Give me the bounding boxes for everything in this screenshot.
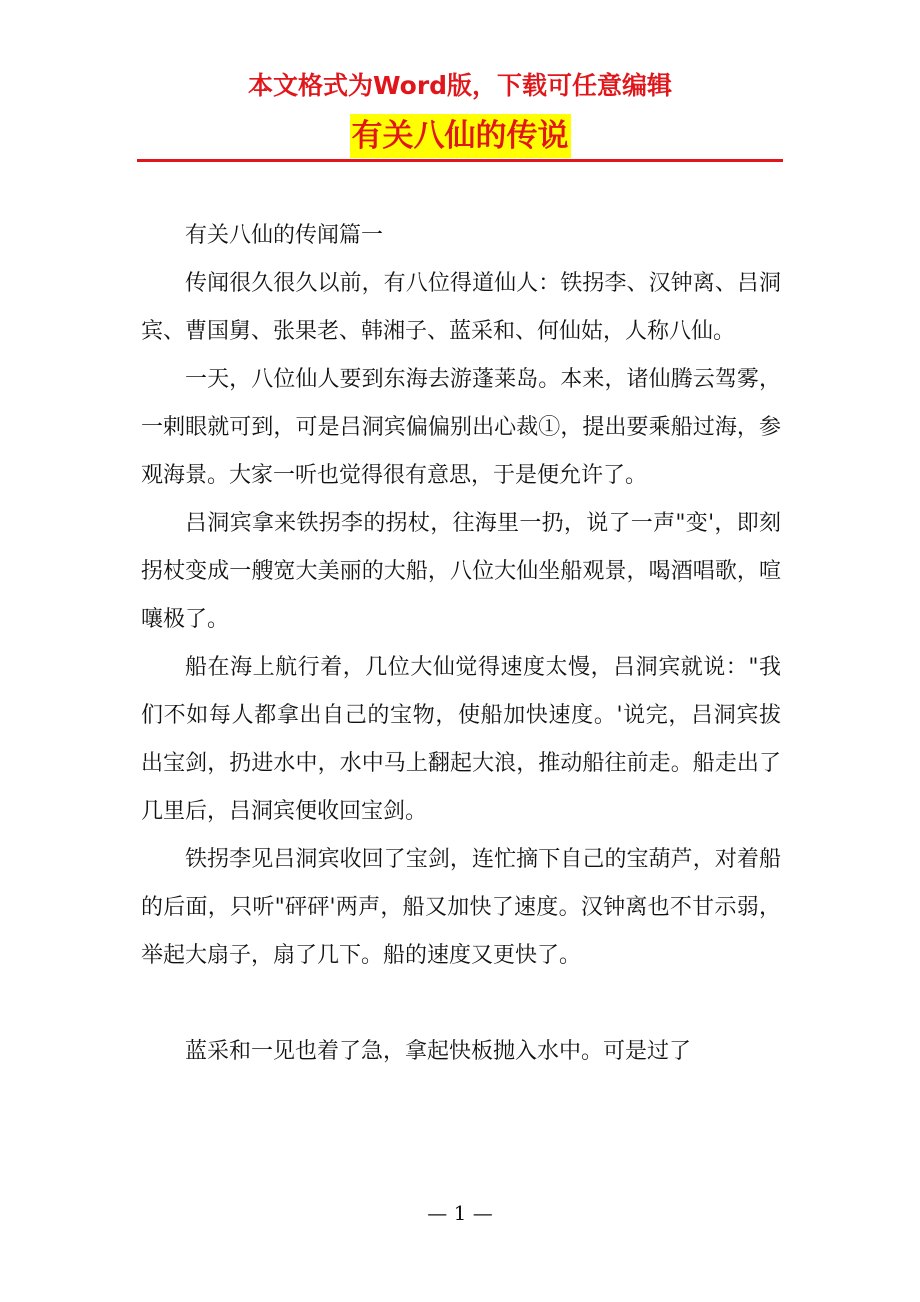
title-container [0, 114, 920, 158]
document-body [141, 212, 781, 1076]
page-number: — 1 — [427, 1201, 493, 1225]
paragraph: 吕洞宾拿来铁拐李的拐杖，往海里一扔，说了一声"变'，即刻拐杖变成一艘宽大美丽的大船，八位大仙坐船观景，喝酒唱歌，喧嚷极了。 [141, 511, 781, 632]
document-title: 有关八仙的传说 [350, 114, 571, 158]
paragraph: 传闻很久很久以前，有八位得道仙人：铁拐李、汉钟离、吕洞宾、曹国舅、张果老、韩湘子、蓝采和、何仙姑，人称八仙。 [141, 271, 781, 344]
header-divider [137, 159, 783, 162]
section-heading: 有关八仙的传闻篇一 [185, 223, 384, 248]
paragraph: 一天，八位仙人要到东海去游蓬莱岛。本来，诸仙腾云驾雾，一剌眼就可到，可是吕洞宾偏偏别出心裁①，提出要乘船过海，参观海景。大家一听也觉得很有意思，于是便允许了。 [141, 367, 781, 488]
paragraph: 铁拐李见吕洞宾收回了宝剑，连忙摘下自己的宝葫芦，对着船的后面，只听"砰砰'两声，船又加快了速度。汉钟离也不甘示弱，举起大扇子，扇了几下。船的速度又更快了。 [141, 847, 781, 968]
format-banner: 本文格式为Word版，下载可任意编辑 [247, 71, 673, 100]
paragraph: 蓝采和一见也着了急，拿起快板抛入水中。可是过了 [185, 1039, 692, 1064]
paragraph: 船在海上航行着，几位大仙觉得速度太慢，吕洞宾就说："我们不如每人都拿出自己的宝物，使船加快速度。'说完，吕洞宾拔出宝剑，扔进水中，水中马上翻起大浪，推动船往前走。船走出了几里后，吕洞宾便收回宝剑。 [141, 655, 781, 824]
